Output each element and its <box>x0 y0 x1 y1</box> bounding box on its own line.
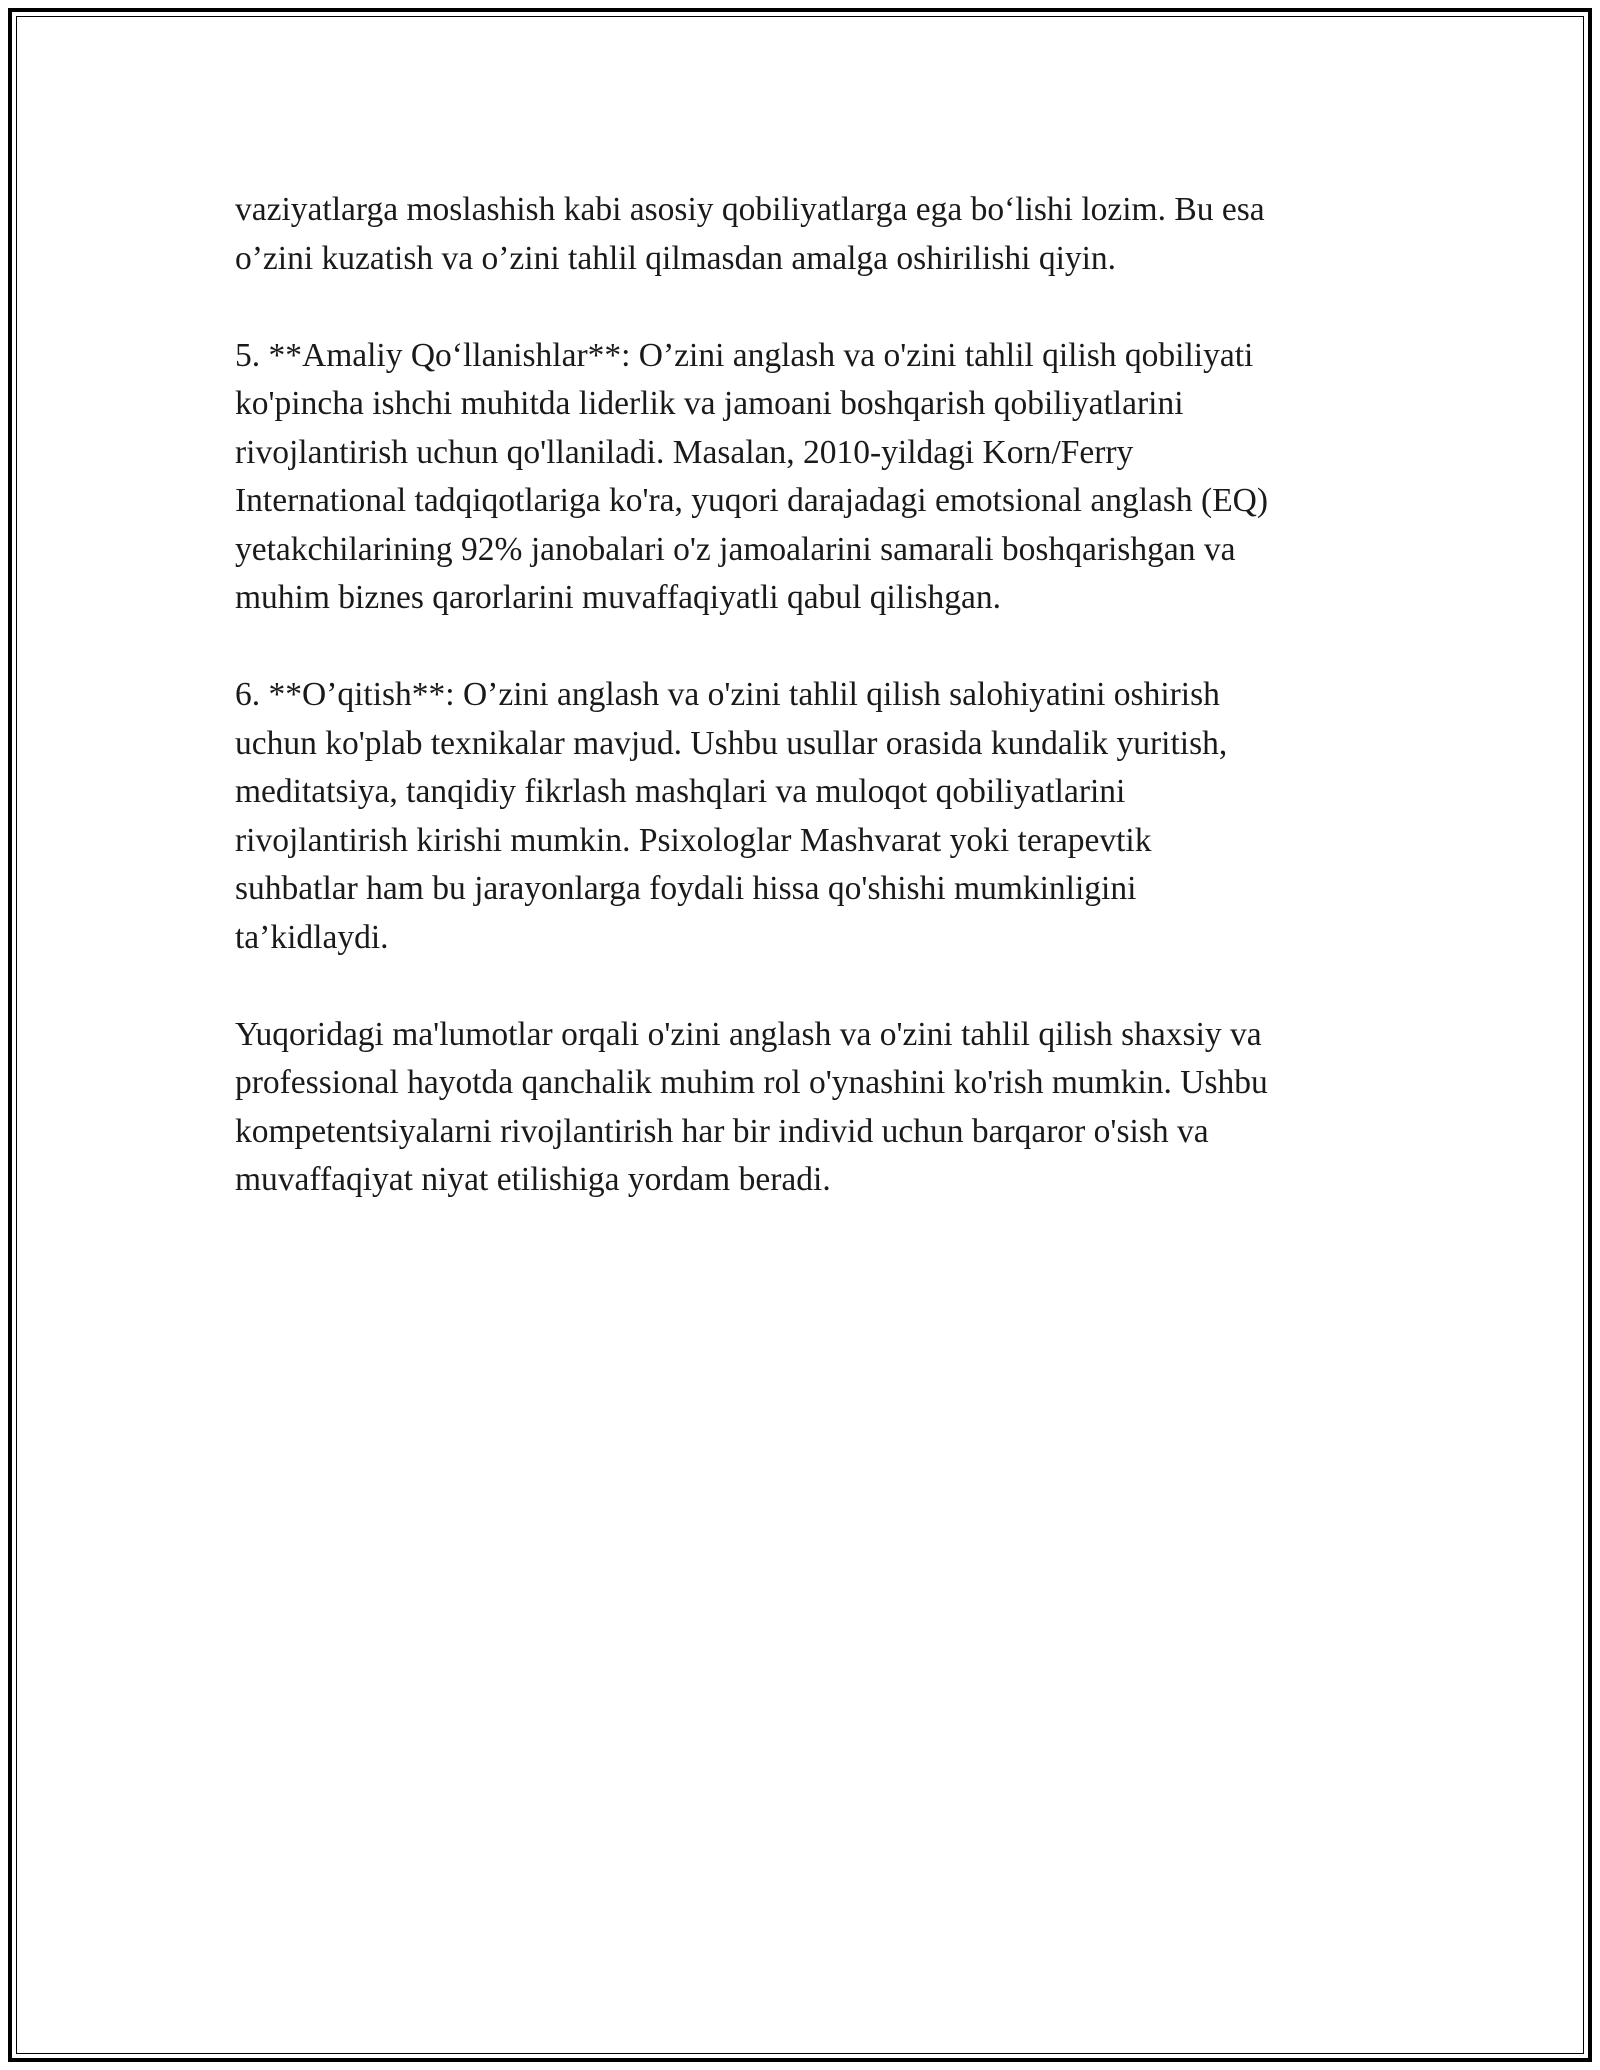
paragraph-intro-continuation <box>235 186 1395 283</box>
text-line: ko'pincha ishchi muhitda liderlik va jamoani boshqarish qobiliyatlarini <box>235 385 1184 422</box>
text-line: vaziyatlarga moslashish kabi asosiy qobiliyatlarga ega bo‘lishi lozim. Bu esa <box>235 191 1265 228</box>
text-line: muhim biznes qarorlarini muvaffaqiyatli qabul qilishgan. <box>235 579 1001 616</box>
text-line: uchun ko'plab texnikalar mavjud. Ushbu usullar orasida kundalik yuritish, <box>235 724 1228 762</box>
paragraph-section-6 <box>235 671 1395 962</box>
paragraph-section-5 <box>235 332 1395 623</box>
document-body <box>235 186 1395 1253</box>
text-line: 6. **O’qitish**: O’zini anglash va o'zini tahlil qilish salohiyatini oshirish <box>235 676 1220 713</box>
text-line: 5. **Amaliy Qo‘llanishlar**: O’zini anglash va o'zini tahlil qilish qobiliyati <box>235 336 1254 374</box>
text-line: muvaffaqiyat niyat etilishiga yordam beradi. <box>235 1161 831 1198</box>
text-line: Yuqoridagi ma'lumotlar orqali o'zini anglash va o'zini tahlil qilish shaxsiy va <box>235 1015 1262 1053</box>
paragraph-conclusion <box>235 1011 1395 1205</box>
text-line: professional hayotda qanchalik muhim rol o'ynashini ko'rish mumkin. Ushbu <box>235 1064 1268 1101</box>
text-line: rivojlantirish uchun qo'llaniladi. Masalan, 2010-yildagi Korn/Ferry <box>235 433 1134 471</box>
text-line: rivojlantirish kirishi mumkin. Psixologlar Mashvarat yoki terapevtik <box>235 821 1152 859</box>
text-line: meditatsiya, tanqidiy fikrlash mashqlari va muloqot qobiliyatlarini <box>235 773 1126 810</box>
text-line: suhbatlar ham bu jarayonlarga foydali hissa qo'shishi mumkinligini <box>235 870 1137 907</box>
text-line: o’zini kuzatish va o’zini tahlil qilmasdan amalga oshirilishi qiyin. <box>235 239 1117 277</box>
text-line: International tadqiqotlariga ko'ra, yuqori darajadagi emotsional anglash (EQ) <box>235 482 1269 519</box>
text-line: ta’kidlaydi. <box>235 918 389 956</box>
text-line: kompetentsiyalarni rivojlantirish har bir individ uchun barqaror o'sish va <box>235 1112 1209 1150</box>
text-line: yetakchilarining 92% janobalari o'z jamoalarini samarali boshqarishgan va <box>235 530 1236 568</box>
